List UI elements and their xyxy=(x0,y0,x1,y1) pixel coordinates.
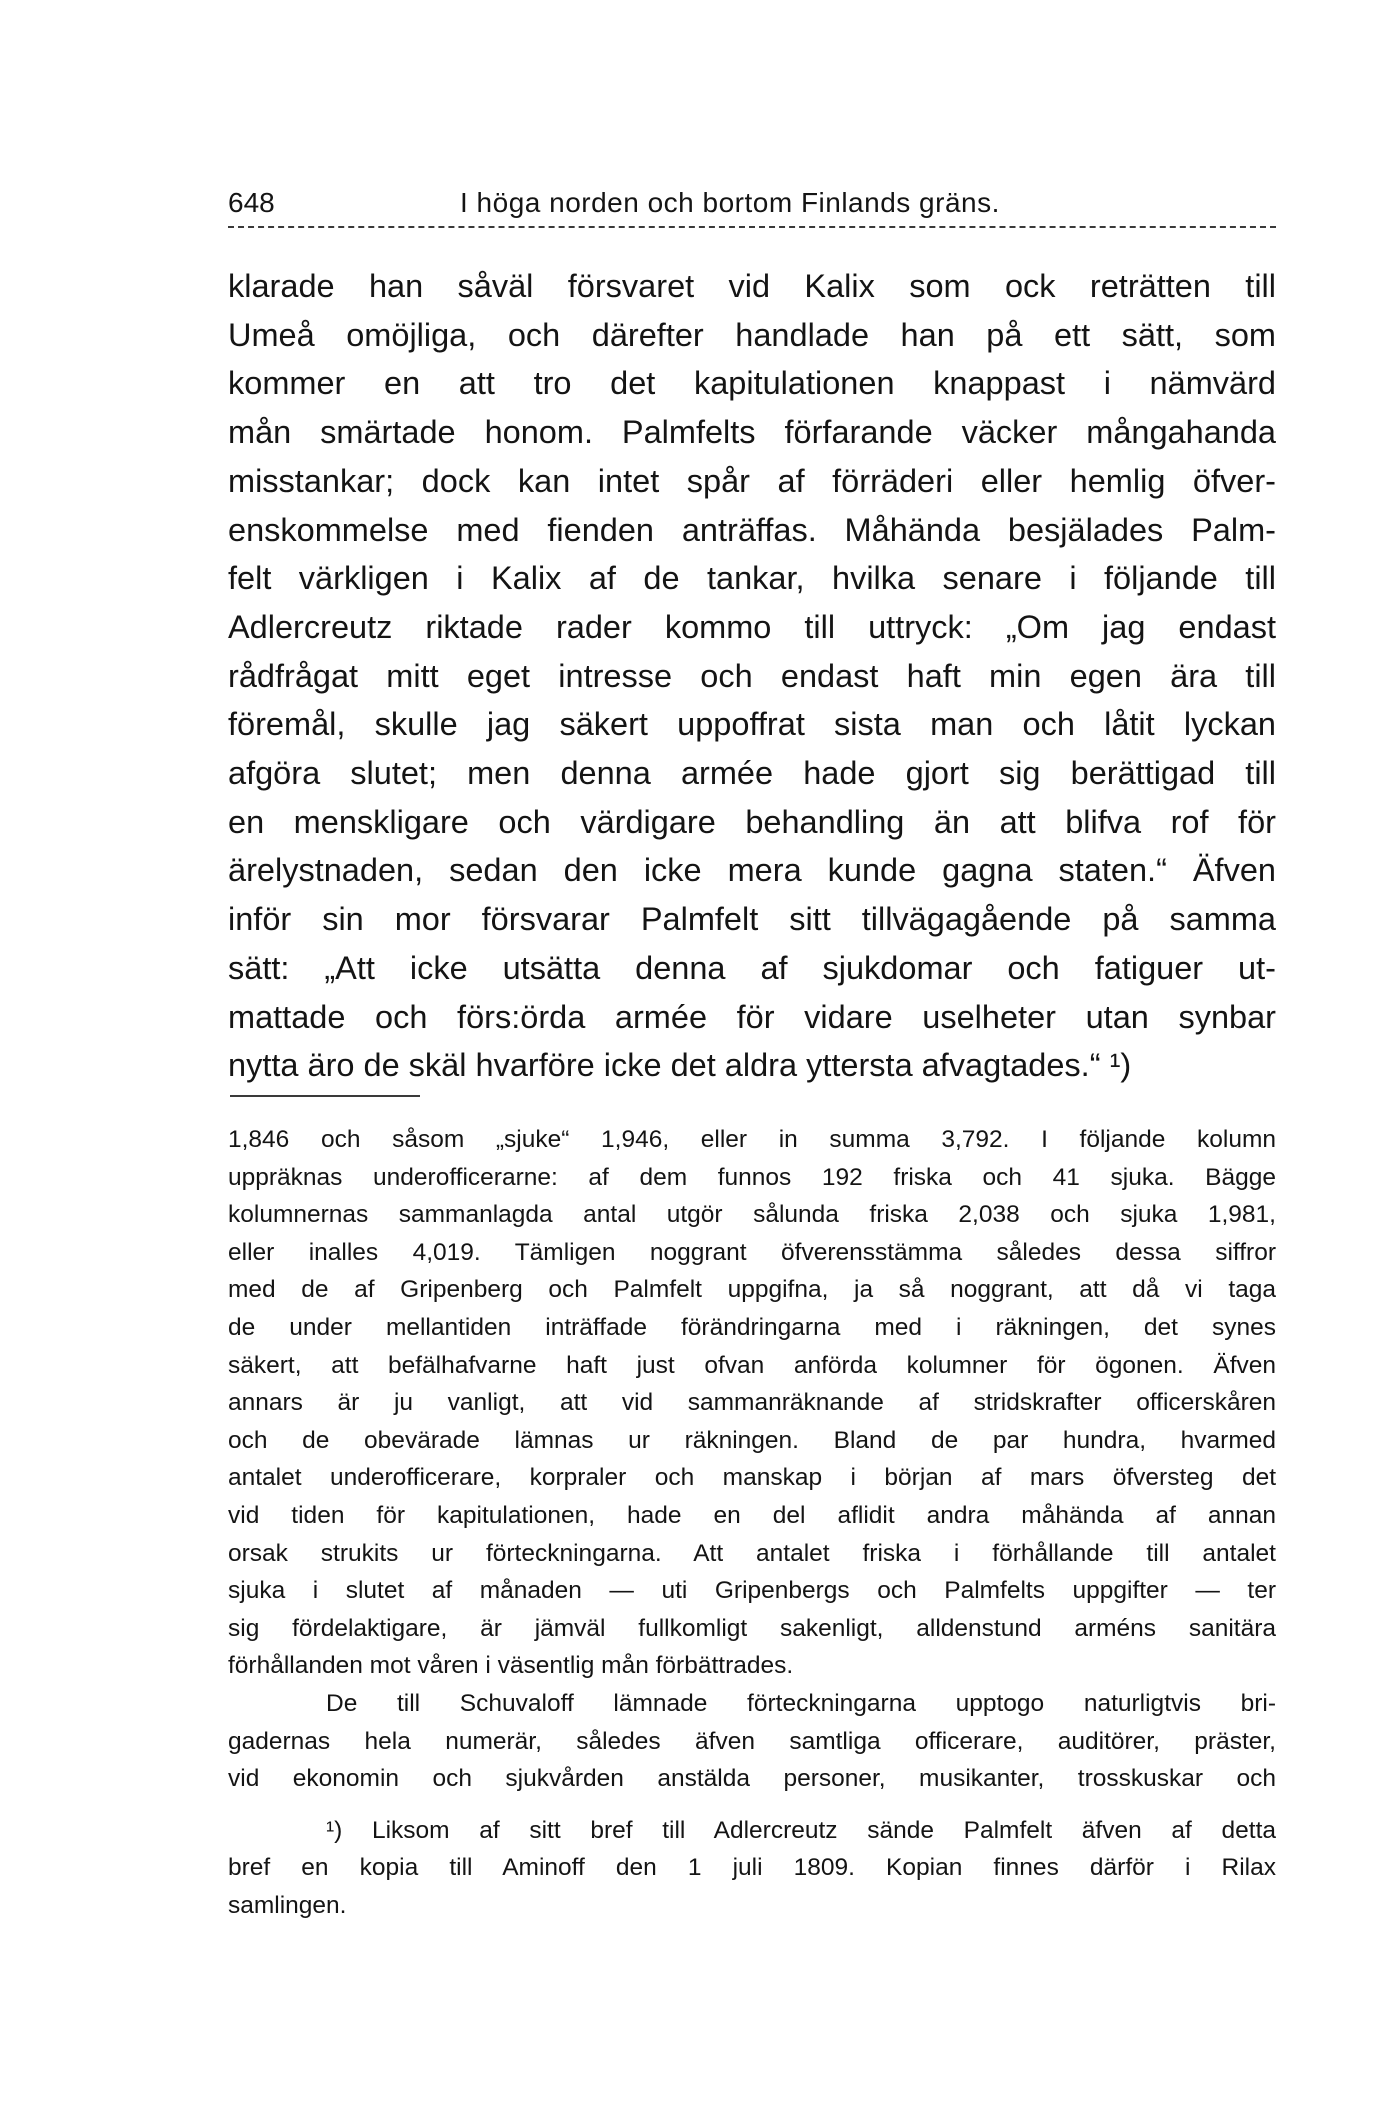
footnotes xyxy=(228,1121,1276,1924)
text-line: nytta äro de skäl hvarföre icke det aldra yttersta afvagtades.“ ¹) xyxy=(228,1047,1132,1084)
note-line: antalet underofficerare, korpraler och manskap i början af mars öfversteg det xyxy=(228,1464,1276,1492)
note-line: orsak strukits ur förteckningarna. Att antalet friska i förhållande till antalet xyxy=(228,1539,1276,1567)
text-line: enskommelse med fienden anträffas. Måhända besjälades Palm- xyxy=(228,511,1276,548)
text-line: klarade han såväl försvaret vid Kalix som ock reträtten till xyxy=(228,268,1276,304)
note-line: De till Schuvaloff lämnade förteckningarna upptogo naturligtvis bri- xyxy=(326,1689,1276,1717)
footnote-1 xyxy=(228,1812,1276,1925)
note-line: de under mellantiden inträffade förändringarna med i räkningen, det synes xyxy=(228,1313,1276,1341)
text-line: inför sin mor försvarar Palmfelt sitt tillvägagående på samma xyxy=(228,901,1276,938)
header-rule xyxy=(228,226,1276,228)
note-line: ¹) Liksom af sitt bref till Adlercreutz sände Palmfelt äfven af detta xyxy=(326,1816,1276,1844)
note-line: annars är ju vanligt, att vid sammanräknande af stridskrafter officerskåren xyxy=(228,1389,1276,1417)
note-line: och de obevärade lämnas ur räkningen. Bland de par hundra, hvarmed xyxy=(228,1426,1276,1454)
continued-paragraph xyxy=(228,1685,1276,1798)
note-line: bref en kopia till Aminoff den 1 juli 1809. Kopian finnes därför i Rilax xyxy=(228,1854,1276,1882)
text-line: mattade och förs:örda armée för vidare uselheter utan synbar xyxy=(228,998,1276,1035)
note-line: vid ekonomin och sjukvården anstälda personer, musikanter, trosskuskar och xyxy=(228,1765,1276,1793)
text-line: sätt: „Att icke utsätta denna af sjukdomar och fatiguer ut- xyxy=(228,949,1276,986)
text-line: ärelystnaden, sedan den icke mera kunde gagna staten.“ Äfven xyxy=(228,852,1276,889)
main-text xyxy=(228,262,1276,1090)
text-line: en menskligare och värdigare behandling än att blifva rof för xyxy=(228,803,1276,840)
note-line: förhållanden mot våren i väsentlig mån förbättrades. xyxy=(228,1652,794,1680)
note-line: med de af Gripenberg och Palmfelt uppgifna, ja så noggrant, att då vi taga xyxy=(228,1276,1276,1304)
footnote-rule xyxy=(230,1095,420,1097)
note-line: säkert, att befälhafvarne haft just ofvan anförda kolumner för ögonen. Äfven xyxy=(228,1351,1276,1379)
text-line: mån smärtade honom. Palmfelts förfarande väcker mångahanda xyxy=(228,414,1276,451)
text-line: föremål, skulle jag säkert uppoffrat sista man och låtit lyckan xyxy=(228,706,1276,743)
text-line: rådfrågat mitt eget intresse och endast haft min egen ära till xyxy=(228,657,1276,694)
note-line: eller inalles 4,019. Tämligen noggrant öfverensstämma således dessa siffror xyxy=(228,1238,1276,1266)
note-spacer xyxy=(228,1798,1276,1812)
note-line: kolumnernas sammanlagda antal utgör sålunda friska 2,038 och sjuka 1,981, xyxy=(228,1201,1276,1229)
text-line: Umeå omöjliga, och därefter handlade han på ett sätt, som xyxy=(228,316,1276,353)
note-line: uppräknas underofficerarne: af dem funnos 192 friska och 41 sjuka. Bägge xyxy=(228,1163,1276,1191)
text-line: afgöra slutet; men denna armée hade gjort sig berättigad till xyxy=(228,755,1276,792)
text-line: kommer en att tro det kapitulationen knappast i nämvärd xyxy=(228,365,1276,402)
text-line: felt värkligen i Kalix af de tankar, hvilka senare i följande till xyxy=(228,560,1276,597)
text-line: Adlercreutz riktade rader kommo till uttryck: „Om jag endast xyxy=(228,608,1276,645)
note-line: samlingen. xyxy=(228,1891,347,1919)
text-line: misstankar; dock kan intet spår af förräderi eller hemlig öfver- xyxy=(228,462,1276,499)
note-line: 1,846 och såsom „sjuke“ 1,946, eller in summa 3,792. I följande kolumn xyxy=(228,1126,1276,1153)
continued-note xyxy=(228,1121,1276,1685)
note-line: sjuka i slutet af månaden — uti Gripenbergs och Palmfelts uppgifter — ter xyxy=(228,1577,1276,1605)
page-number: 648 xyxy=(228,187,275,218)
page-header xyxy=(228,180,1276,226)
note-line: gadernas hela numerär, således äfven samtliga officerare, auditörer, präster, xyxy=(228,1727,1276,1755)
running-title: I höga norden och bortom Finlands gräns. xyxy=(460,187,1000,218)
note-line: sig fördelaktigare, är jämväl fullkomligt sakenligt, alldenstund arméns sanitära xyxy=(228,1614,1276,1642)
note-line: vid tiden för kapitulationen, hade en del aflidit andra måhända af annan xyxy=(228,1501,1276,1529)
